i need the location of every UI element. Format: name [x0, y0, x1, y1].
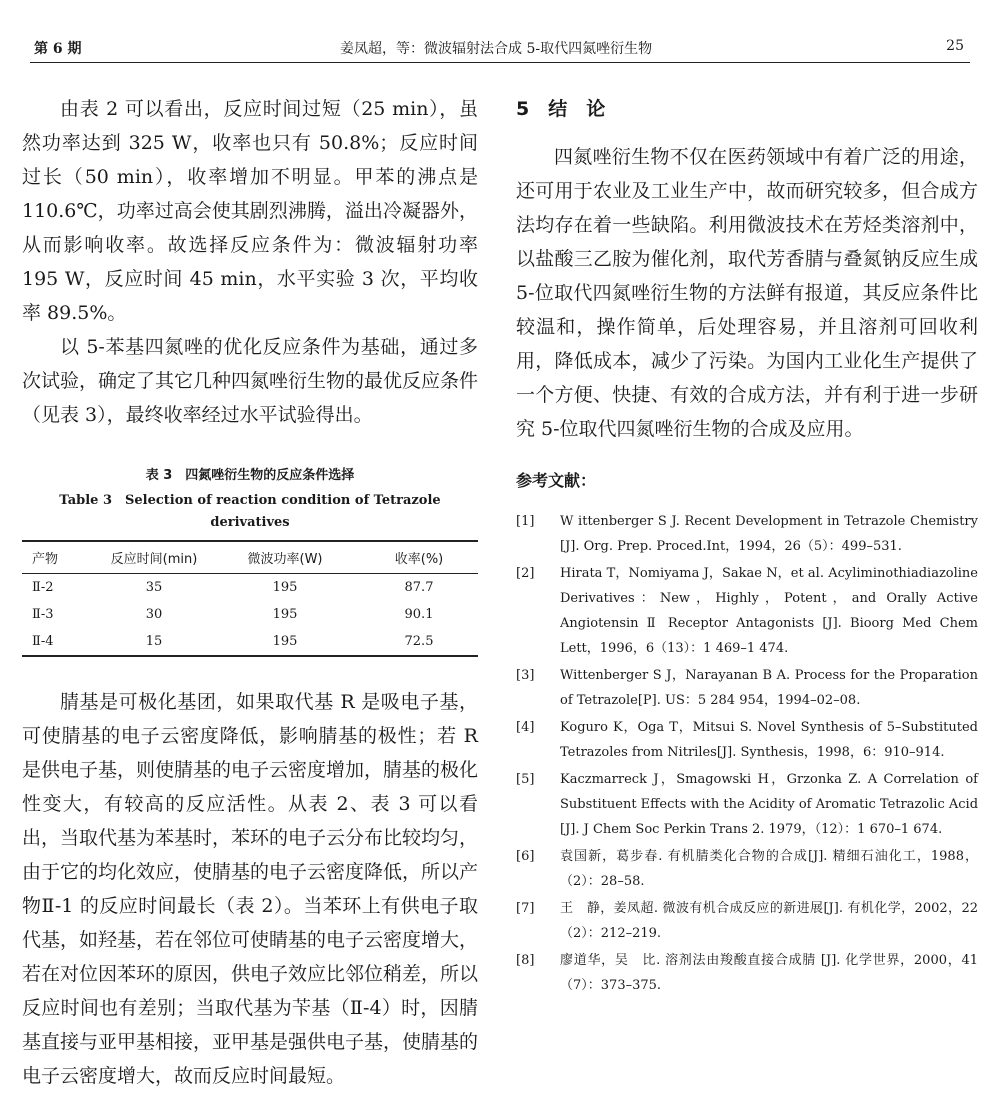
table-row [22, 628, 478, 656]
table-cell: 195 [272, 580, 298, 595]
reference-text: Koguro K，Oga T，Mitsui S. Novel Synthesis of 5–Substituted Tetrazoles from Nitriles[J]. Synthesis，1998，6：910–914. [560, 720, 978, 760]
table-header-cell: 微波功率(W) [210, 541, 360, 574]
reference-item [516, 715, 978, 765]
table-cell: 90.1 [404, 607, 434, 622]
table-header-cell: 反应时间(min) [98, 541, 210, 574]
page-number: 25 [946, 38, 964, 54]
left-column [22, 92, 478, 1093]
reference-text: 王 静，姜凤超. 微波有机合成反应的新进展[J]. 有机化学，2002，22（2）：212–219. [560, 901, 978, 941]
right-column [516, 92, 978, 1000]
table-cell: 30 [145, 607, 163, 622]
reference-number: [2] [516, 566, 535, 581]
table-cell: 195 [210, 628, 360, 656]
reference-number: [1] [516, 514, 535, 529]
references-list [516, 509, 978, 998]
table-cell: Ⅱ-4 [22, 628, 98, 656]
table-cell: 87.7 [404, 580, 434, 595]
reaction-conditions-table [22, 540, 478, 657]
references-title: 参考文献： [516, 471, 597, 490]
reference-item [516, 561, 978, 661]
body-paragraph: 由表 2 可以看出，反应时间过短（25 min），虽然功率达到 325 W，收率也只有 50.8%；反应时间过长（50 min），收率增加不明显。甲苯的沸点是 110.6℃，功率过高会使其剧烈沸腾，溢出冷凝器外，从而影响收率。故选择反应条件为：微波辐射功率 195 W，反应时间 45 min，水平实验 3 次，平均收率 89.5%。 [22, 98, 478, 324]
table-cell: 15 [98, 628, 210, 656]
reference-item [516, 663, 978, 713]
reference-item [516, 509, 978, 559]
table-row [22, 601, 478, 628]
reference-text: Wittenberger S J，Narayanan B A. Process for the Proparation of Tetrazole[P]. US：5 284 954，1994–02–08. [560, 668, 978, 708]
table-cell: 35 [145, 580, 163, 595]
reference-text: 廖道华，吴 比. 溶剂法由羧酸直接合成腈 [J]. 化学世界，2000，41（7）：373–375. [560, 953, 978, 993]
body-paragraph: 以 5-苯基四氮唑的优化反应条件为基础，通过多次试验，确定了其它几种四氮唑衍生物的最优反应条件（见表 3），最终收率经过水平试验得出。 [22, 336, 479, 426]
table-header-cell: 收率(%) [360, 541, 478, 574]
reference-item [516, 767, 978, 842]
body-paragraph: 腈基是可极化基团，如果取代基 R 是吸电子基，可使腈基的电子云密度降低，影响腈基的极性；若 R 是供电子基，则使腈基的电子云密度增加，腈基的极化性变大，有较高的反应活性。从表 2、表 3 可以看出，当取代基为苯基时，苯环的电子云分布比较均匀，由于它的均化效应，使腈基的电子云密度降低，所以产物Ⅱ-1 的反应时间最长（表 2）。当苯环上有供电子取代基，如羟基，若在邻位可使睛基的电子云密度增大，若在对位因苯环的原因，供电子效应比邻位稍差，所以反应时间也有差别；当取代基为苄基（Ⅱ-4）时，因腈基直接与亚甲基相接，亚甲基是强供电子基，使腈基的电子云密度增大，故而反应时间最短。 [22, 691, 479, 1087]
header-rule [30, 62, 970, 63]
table-header-cell: 产物 [22, 541, 98, 574]
table-cell: 72.5 [360, 628, 478, 656]
table-cell: Ⅱ-3 [32, 607, 54, 622]
reference-text: Hirata T，Nomiyama J，Sakae N，et al. Acyliminothiadiazoline Derivatives：New，Highly，Potent，and Orally Active Angiotensin Ⅱ Receptor Antagonists [J]. Bioorg Med Chem Lett，1996，6（13）：1 469–1 474. [560, 566, 978, 656]
table-cell: 195 [272, 607, 298, 622]
page-header [30, 0, 970, 62]
reference-text: W ittenberger S J. Recent Development in Tetrazole Chemistry [J]. Org. Prep. Proced.Int，1994，26（5）：499–531. [560, 514, 978, 554]
reference-item [516, 948, 978, 998]
table-cell: Ⅱ-2 [32, 580, 54, 595]
table-caption-en: Table 3 Selection of reaction condition of Tetrazole derivatives [59, 493, 441, 530]
table-header-row [22, 541, 478, 574]
running-title: 姜凤超，等：微波辐射法合成 5-取代四氮唑衍生物 [340, 41, 653, 57]
journal-issue: 第 6 期 [34, 41, 82, 57]
reference-text: Kaczmarreck J，Smagowski H，Grzonka Z. A Correlation of Substituent Effects with the Acidity of Aromatic Tetrazolic Acid [J]. J Chem Soc Perkin Trans 2. 1979，（12）：1 670–1 674. [560, 772, 979, 837]
reference-number: [6] [516, 849, 535, 864]
reference-text: 袁国新，葛步春. 有机腈类化合物的合成[J]. 精细石油化工，1988，（2）：28–58. [560, 849, 978, 889]
table-row [22, 574, 478, 602]
reference-item [516, 844, 978, 894]
reference-item [516, 896, 978, 946]
reference-number: [5] [516, 772, 535, 787]
body-paragraph: 四氮唑衍生物不仅在医药领域中有着广泛的用途，还可用于农业及工业生产中，故而研究较多，但合成方法均存在着一些缺陷。利用微波技术在芳烃类溶剂中，以盐酸三乙胺为催化剂，取代芳香腈与叠氮钠反应生成 5-位取代四氮唑衍生物的方法鲜有报道，其反应条件比较温和，操作简单，后处理容易，并且溶剂可回收利用，降低成本，减少了污染。为国内工业化生产提供了一个方便、快捷、有效的合成方法，并有利于进一步研究 5-位取代四氮唑衍生物的合成及应用。 [516, 146, 978, 440]
table-caption-cn: 表 3 四氮唑衍生物的反应条件选择 [145, 468, 355, 483]
reference-number: [8] [516, 953, 535, 968]
reference-number: [3] [516, 668, 535, 683]
reference-number: [7] [516, 901, 535, 916]
reference-number: [4] [516, 720, 535, 735]
section-title: 5 结 论 [516, 98, 606, 120]
